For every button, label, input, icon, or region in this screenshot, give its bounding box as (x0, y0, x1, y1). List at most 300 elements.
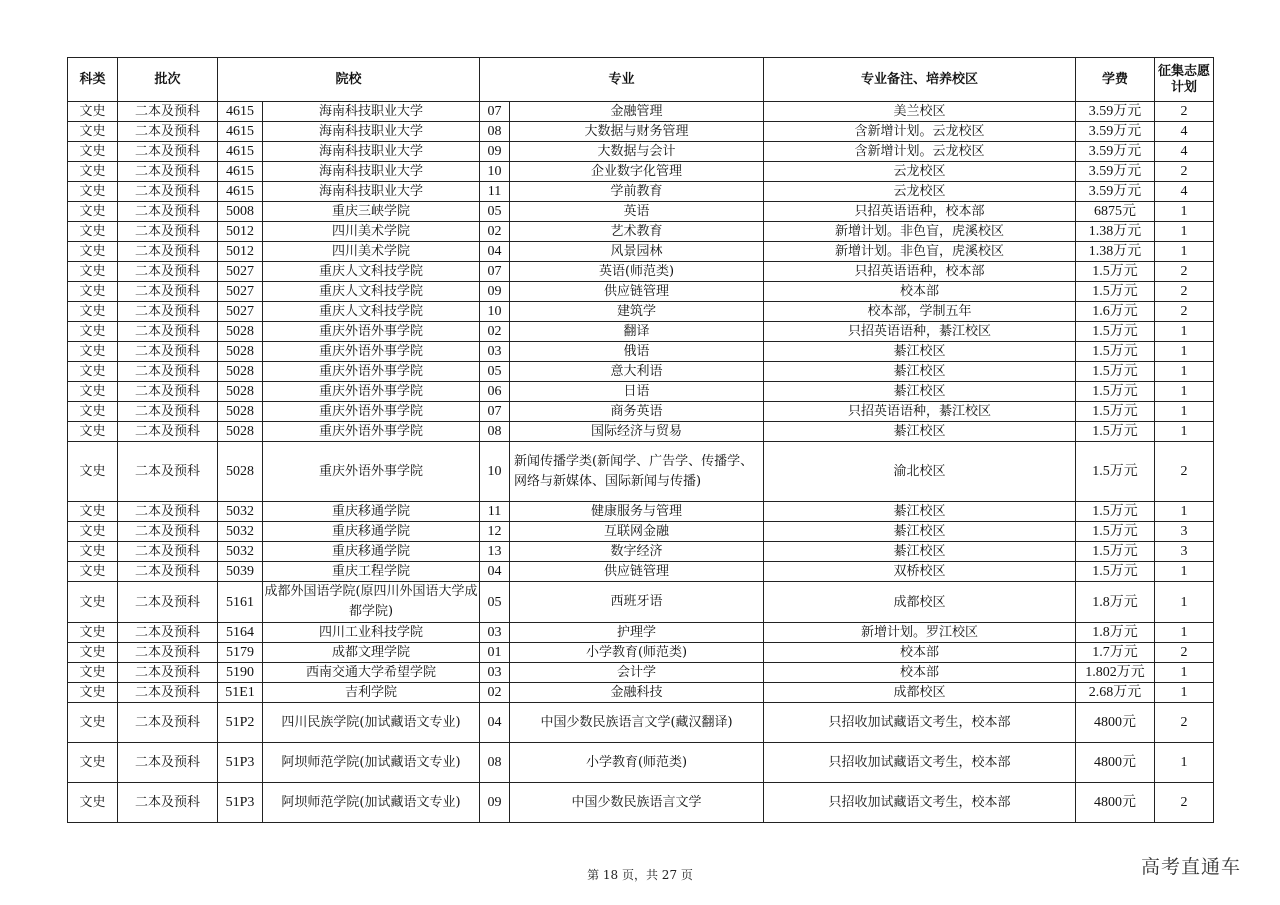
cell-school-code: 5032 (218, 522, 263, 542)
cell-note: 含新增计划。云龙校区 (764, 122, 1076, 142)
cell-plan: 1 (1155, 582, 1214, 623)
cell-subject: 文史 (68, 542, 118, 562)
cell-school: 西南交通大学希望学院 (263, 663, 480, 683)
cell-school: 海南科技职业大学 (263, 102, 480, 122)
cell-school: 重庆外语外事学院 (263, 382, 480, 402)
cell-school: 海南科技职业大学 (263, 182, 480, 202)
cell-major-code: 08 (480, 422, 510, 442)
cell-subject: 文史 (68, 322, 118, 342)
table-row (68, 162, 1214, 182)
cell-fee: 3.59万元 (1076, 182, 1155, 202)
cell-school: 重庆外语外事学院 (263, 442, 480, 502)
table-row (68, 562, 1214, 582)
cell-major-code: 06 (480, 382, 510, 402)
cell-major: 俄语 (510, 342, 764, 362)
header-note: 专业备注、培养校区 (764, 58, 1076, 102)
cell-subject: 文史 (68, 382, 118, 402)
table-row (68, 663, 1214, 683)
cell-major: 健康服务与管理 (510, 502, 764, 522)
cell-note: 双桥校区 (764, 562, 1076, 582)
watermark-text: 高考直通车 (1141, 856, 1242, 878)
cell-major-code: 02 (480, 683, 510, 703)
cell-major-code: 07 (480, 262, 510, 282)
cell-batch: 二本及预科 (118, 582, 218, 623)
cell-subject: 文史 (68, 122, 118, 142)
cell-plan: 1 (1155, 322, 1214, 342)
header-batch: 批次 (118, 58, 218, 102)
cell-school-code: 4615 (218, 102, 263, 122)
cell-plan: 2 (1155, 703, 1214, 743)
table-row (68, 282, 1214, 302)
cell-major: 日语 (510, 382, 764, 402)
cell-school-code: 5039 (218, 562, 263, 582)
table-row (68, 202, 1214, 222)
cell-major-code: 02 (480, 222, 510, 242)
table-row (68, 442, 1214, 502)
cell-batch: 二本及预科 (118, 242, 218, 262)
cell-school-code: 4615 (218, 122, 263, 142)
cell-fee: 1.5万元 (1076, 382, 1155, 402)
cell-fee: 1.5万元 (1076, 322, 1155, 342)
cell-school-code: 5179 (218, 643, 263, 663)
cell-note: 新增计划。非色盲，虎溪校区 (764, 242, 1076, 262)
table-row (68, 302, 1214, 322)
cell-note: 只招英语语种，校本部 (764, 202, 1076, 222)
cell-major: 大数据与财务管理 (510, 122, 764, 142)
table-row (68, 643, 1214, 663)
cell-subject: 文史 (68, 743, 118, 783)
cell-school-code: 51P3 (218, 783, 263, 823)
cell-fee: 1.802万元 (1076, 663, 1155, 683)
cell-subject: 文史 (68, 703, 118, 743)
cell-fee: 6875元 (1076, 202, 1155, 222)
cell-batch: 二本及预科 (118, 282, 218, 302)
cell-subject: 文史 (68, 222, 118, 242)
cell-fee: 1.5万元 (1076, 522, 1155, 542)
cell-school-code: 5161 (218, 582, 263, 623)
table-row (68, 342, 1214, 362)
cell-major: 新闻传播学类(新闻学、广告学、传播学、网络与新媒体、国际新闻与传播) (510, 442, 764, 502)
cell-major: 意大利语 (510, 362, 764, 382)
cell-school-code: 4615 (218, 182, 263, 202)
cell-fee: 1.8万元 (1076, 582, 1155, 623)
table-row (68, 683, 1214, 703)
cell-plan: 1 (1155, 242, 1214, 262)
cell-school-code: 5028 (218, 322, 263, 342)
cell-note: 校本部，学制五年 (764, 302, 1076, 322)
cell-school: 四川美术学院 (263, 242, 480, 262)
cell-school: 重庆人文科技学院 (263, 262, 480, 282)
cell-batch: 二本及预科 (118, 542, 218, 562)
cell-major-code: 11 (480, 182, 510, 202)
cell-subject: 文史 (68, 162, 118, 182)
cell-plan: 1 (1155, 342, 1214, 362)
table-row (68, 502, 1214, 522)
cell-note: 綦江校区 (764, 362, 1076, 382)
cell-school: 海南科技职业大学 (263, 122, 480, 142)
cell-major: 供应链管理 (510, 562, 764, 582)
cell-fee: 1.7万元 (1076, 643, 1155, 663)
cell-batch: 二本及预科 (118, 102, 218, 122)
cell-school-code: 51E1 (218, 683, 263, 703)
cell-note: 只招收加试藏语文考生，校本部 (764, 703, 1076, 743)
page-number: 第 18 页，共 27 页 (587, 868, 693, 882)
cell-school: 海南科技职业大学 (263, 162, 480, 182)
cell-note: 渝北校区 (764, 442, 1076, 502)
cell-school-code: 5032 (218, 502, 263, 522)
cell-major-code: 05 (480, 362, 510, 382)
cell-school: 重庆移通学院 (263, 542, 480, 562)
cell-subject: 文史 (68, 362, 118, 382)
cell-school: 成都文理学院 (263, 643, 480, 663)
cell-major: 风景园林 (510, 242, 764, 262)
cell-subject: 文史 (68, 242, 118, 262)
cell-subject: 文史 (68, 282, 118, 302)
cell-batch: 二本及预科 (118, 643, 218, 663)
cell-plan: 1 (1155, 202, 1214, 222)
cell-school-code: 4615 (218, 162, 263, 182)
cell-note: 綦江校区 (764, 522, 1076, 542)
header-fee: 学费 (1076, 58, 1155, 102)
cell-plan: 1 (1155, 422, 1214, 442)
cell-subject: 文史 (68, 683, 118, 703)
cell-school-code: 5008 (218, 202, 263, 222)
cell-subject: 文史 (68, 643, 118, 663)
cell-fee: 1.5万元 (1076, 402, 1155, 422)
cell-fee: 1.5万元 (1076, 502, 1155, 522)
table-row (68, 122, 1214, 142)
cell-major-code: 12 (480, 522, 510, 542)
cell-fee: 3.59万元 (1076, 102, 1155, 122)
cell-batch: 二本及预科 (118, 502, 218, 522)
cell-major: 建筑学 (510, 302, 764, 322)
cell-batch: 二本及预科 (118, 663, 218, 683)
cell-fee: 3.59万元 (1076, 162, 1155, 182)
cell-major-code: 08 (480, 122, 510, 142)
cell-fee: 1.5万元 (1076, 422, 1155, 442)
cell-major-code: 03 (480, 623, 510, 643)
cell-major-code: 09 (480, 142, 510, 162)
cell-plan: 4 (1155, 142, 1214, 162)
cell-batch: 二本及预科 (118, 202, 218, 222)
cell-school: 重庆人文科技学院 (263, 302, 480, 322)
cell-note: 校本部 (764, 663, 1076, 683)
cell-subject: 文史 (68, 402, 118, 422)
cell-major-code: 04 (480, 242, 510, 262)
cell-plan: 1 (1155, 663, 1214, 683)
cell-note: 綦江校区 (764, 542, 1076, 562)
cell-fee: 1.5万元 (1076, 282, 1155, 302)
cell-school-code: 4615 (218, 142, 263, 162)
admission-plan-table (67, 57, 1214, 823)
cell-subject: 文史 (68, 663, 118, 683)
cell-plan: 2 (1155, 783, 1214, 823)
cell-batch: 二本及预科 (118, 522, 218, 542)
cell-school-code: 5028 (218, 402, 263, 422)
cell-school: 重庆外语外事学院 (263, 322, 480, 342)
cell-plan: 2 (1155, 442, 1214, 502)
cell-subject: 文史 (68, 422, 118, 442)
cell-plan: 4 (1155, 122, 1214, 142)
cell-school-code: 5028 (218, 362, 263, 382)
cell-major: 中国少数民族语言文学 (510, 783, 764, 823)
cell-plan: 2 (1155, 302, 1214, 322)
cell-major: 企业数字化管理 (510, 162, 764, 182)
cell-batch: 二本及预科 (118, 302, 218, 322)
cell-fee: 3.59万元 (1076, 142, 1155, 162)
cell-subject: 文史 (68, 142, 118, 162)
cell-major-code: 01 (480, 643, 510, 663)
cell-school: 成都外国语学院(原四川外国语大学成都学院) (263, 582, 480, 623)
cell-batch: 二本及预科 (118, 142, 218, 162)
cell-major: 商务英语 (510, 402, 764, 422)
cell-major: 国际经济与贸易 (510, 422, 764, 442)
cell-fee: 1.5万元 (1076, 342, 1155, 362)
cell-major: 小学教育(师范类) (510, 643, 764, 663)
cell-subject: 文史 (68, 262, 118, 282)
cell-subject: 文史 (68, 182, 118, 202)
cell-major: 金融管理 (510, 102, 764, 122)
cell-school: 四川民族学院(加试藏语文专业) (263, 703, 480, 743)
cell-major-code: 04 (480, 703, 510, 743)
cell-plan: 2 (1155, 102, 1214, 122)
cell-note: 校本部 (764, 643, 1076, 663)
cell-subject: 文史 (68, 302, 118, 322)
cell-note: 只招英语语种，綦江校区 (764, 322, 1076, 342)
cell-school-code: 5027 (218, 282, 263, 302)
cell-school: 重庆人文科技学院 (263, 282, 480, 302)
cell-note: 綦江校区 (764, 422, 1076, 442)
cell-fee: 2.68万元 (1076, 683, 1155, 703)
cell-major: 数字经济 (510, 542, 764, 562)
cell-batch: 二本及预科 (118, 442, 218, 502)
table-row (68, 322, 1214, 342)
cell-school: 重庆外语外事学院 (263, 402, 480, 422)
cell-subject: 文史 (68, 623, 118, 643)
admission-plan-table-container (67, 57, 1213, 823)
cell-batch: 二本及预科 (118, 382, 218, 402)
cell-fee: 1.5万元 (1076, 542, 1155, 562)
cell-plan: 1 (1155, 502, 1214, 522)
cell-major: 小学教育(师范类) (510, 743, 764, 783)
cell-plan: 2 (1155, 262, 1214, 282)
cell-major-code: 10 (480, 302, 510, 322)
cell-plan: 2 (1155, 643, 1214, 663)
table-row (68, 262, 1214, 282)
cell-note: 新增计划。非色盲，虎溪校区 (764, 222, 1076, 242)
header-major: 专业 (480, 58, 764, 102)
header-subject: 科类 (68, 58, 118, 102)
cell-school-code: 5027 (218, 302, 263, 322)
cell-subject: 文史 (68, 582, 118, 623)
cell-note: 云龙校区 (764, 182, 1076, 202)
cell-major: 西班牙语 (510, 582, 764, 623)
cell-plan: 3 (1155, 542, 1214, 562)
cell-subject: 文史 (68, 342, 118, 362)
cell-batch: 二本及预科 (118, 422, 218, 442)
table-row (68, 422, 1214, 442)
cell-note: 綦江校区 (764, 382, 1076, 402)
cell-plan: 1 (1155, 222, 1214, 242)
cell-batch: 二本及预科 (118, 222, 218, 242)
table-row (68, 623, 1214, 643)
cell-batch: 二本及预科 (118, 182, 218, 202)
cell-plan: 1 (1155, 362, 1214, 382)
table-row (68, 542, 1214, 562)
cell-major-code: 05 (480, 582, 510, 623)
table-row (68, 522, 1214, 542)
cell-note: 只招收加试藏语文考生，校本部 (764, 783, 1076, 823)
cell-subject: 文史 (68, 102, 118, 122)
cell-batch: 二本及预科 (118, 783, 218, 823)
cell-batch: 二本及预科 (118, 703, 218, 743)
cell-batch: 二本及预科 (118, 683, 218, 703)
cell-school: 吉利学院 (263, 683, 480, 703)
cell-batch: 二本及预科 (118, 402, 218, 422)
cell-school: 重庆外语外事学院 (263, 362, 480, 382)
cell-note: 綦江校区 (764, 342, 1076, 362)
cell-note: 新增计划。罗江校区 (764, 623, 1076, 643)
cell-major: 会计学 (510, 663, 764, 683)
cell-major-code: 13 (480, 542, 510, 562)
cell-major: 中国少数民族语言文学(藏汉翻译) (510, 703, 764, 743)
cell-school: 四川工业科技学院 (263, 623, 480, 643)
table-row (68, 783, 1214, 823)
cell-plan: 1 (1155, 743, 1214, 783)
cell-note: 成都校区 (764, 683, 1076, 703)
cell-major-code: 07 (480, 102, 510, 122)
cell-note: 云龙校区 (764, 162, 1076, 182)
cell-batch: 二本及预科 (118, 623, 218, 643)
cell-fee: 1.5万元 (1076, 262, 1155, 282)
table-row (68, 222, 1214, 242)
cell-major: 英语 (510, 202, 764, 222)
cell-fee: 1.38万元 (1076, 242, 1155, 262)
cell-major: 学前教育 (510, 182, 764, 202)
cell-batch: 二本及预科 (118, 342, 218, 362)
cell-fee: 4800元 (1076, 703, 1155, 743)
cell-subject: 文史 (68, 442, 118, 502)
cell-fee: 4800元 (1076, 743, 1155, 783)
table-row (68, 362, 1214, 382)
cell-school-code: 5190 (218, 663, 263, 683)
cell-school: 重庆移通学院 (263, 522, 480, 542)
table-row (68, 743, 1214, 783)
cell-major: 艺术教育 (510, 222, 764, 242)
cell-school: 阿坝师范学院(加试藏语文专业) (263, 743, 480, 783)
cell-school-code: 5028 (218, 382, 263, 402)
cell-plan: 1 (1155, 382, 1214, 402)
cell-major-code: 03 (480, 663, 510, 683)
cell-school: 重庆外语外事学院 (263, 342, 480, 362)
cell-batch: 二本及预科 (118, 322, 218, 342)
cell-plan: 1 (1155, 402, 1214, 422)
cell-fee: 4800元 (1076, 783, 1155, 823)
cell-school-code: 5012 (218, 222, 263, 242)
cell-note: 美兰校区 (764, 102, 1076, 122)
cell-subject: 文史 (68, 202, 118, 222)
cell-fee: 1.6万元 (1076, 302, 1155, 322)
cell-batch: 二本及预科 (118, 362, 218, 382)
cell-school: 四川美术学院 (263, 222, 480, 242)
cell-major-code: 04 (480, 562, 510, 582)
cell-major-code: 02 (480, 322, 510, 342)
cell-note: 成都校区 (764, 582, 1076, 623)
cell-major-code: 03 (480, 342, 510, 362)
cell-school-code: 5012 (218, 242, 263, 262)
cell-fee: 1.5万元 (1076, 562, 1155, 582)
cell-school-code: 51P3 (218, 743, 263, 783)
cell-major: 金融科技 (510, 683, 764, 703)
cell-plan: 2 (1155, 162, 1214, 182)
cell-plan: 1 (1155, 623, 1214, 643)
table-body (68, 102, 1214, 823)
cell-plan: 2 (1155, 282, 1214, 302)
cell-batch: 二本及预科 (118, 122, 218, 142)
cell-school: 重庆工程学院 (263, 562, 480, 582)
cell-note: 只招英语语种，綦江校区 (764, 402, 1076, 422)
table-row (68, 382, 1214, 402)
cell-note: 綦江校区 (764, 502, 1076, 522)
cell-major: 英语(师范类) (510, 262, 764, 282)
cell-school: 阿坝师范学院(加试藏语文专业) (263, 783, 480, 823)
table-row (68, 182, 1214, 202)
table-row (68, 242, 1214, 262)
cell-subject: 文史 (68, 502, 118, 522)
cell-major: 供应链管理 (510, 282, 764, 302)
cell-fee: 1.8万元 (1076, 623, 1155, 643)
cell-note: 含新增计划。云龙校区 (764, 142, 1076, 162)
cell-major-code: 07 (480, 402, 510, 422)
cell-major-code: 09 (480, 783, 510, 823)
table-row (68, 102, 1214, 122)
cell-fee: 1.5万元 (1076, 362, 1155, 382)
cell-school-code: 5028 (218, 342, 263, 362)
cell-major: 大数据与会计 (510, 142, 764, 162)
table-row (68, 402, 1214, 422)
cell-school-code: 5027 (218, 262, 263, 282)
cell-subject: 文史 (68, 783, 118, 823)
cell-fee: 3.59万元 (1076, 122, 1155, 142)
cell-major: 互联网金融 (510, 522, 764, 542)
header-plan: 征集志愿计划 (1155, 58, 1214, 102)
cell-plan: 3 (1155, 522, 1214, 542)
cell-school: 重庆三峡学院 (263, 202, 480, 222)
cell-batch: 二本及预科 (118, 262, 218, 282)
cell-school: 重庆外语外事学院 (263, 422, 480, 442)
cell-batch: 二本及预科 (118, 743, 218, 783)
cell-subject: 文史 (68, 562, 118, 582)
cell-school-code: 5032 (218, 542, 263, 562)
cell-batch: 二本及预科 (118, 562, 218, 582)
cell-major: 护理学 (510, 623, 764, 643)
table-row (68, 703, 1214, 743)
cell-batch: 二本及预科 (118, 162, 218, 182)
cell-major-code: 11 (480, 502, 510, 522)
table-row (68, 142, 1214, 162)
cell-major-code: 08 (480, 743, 510, 783)
cell-school: 海南科技职业大学 (263, 142, 480, 162)
cell-note: 只招收加试藏语文考生，校本部 (764, 743, 1076, 783)
table-row (68, 582, 1214, 623)
cell-subject: 文史 (68, 522, 118, 542)
cell-school: 重庆移通学院 (263, 502, 480, 522)
cell-major-code: 09 (480, 282, 510, 302)
cell-school-code: 51P2 (218, 703, 263, 743)
cell-school-code: 5028 (218, 442, 263, 502)
cell-plan: 4 (1155, 182, 1214, 202)
cell-major: 翻译 (510, 322, 764, 342)
